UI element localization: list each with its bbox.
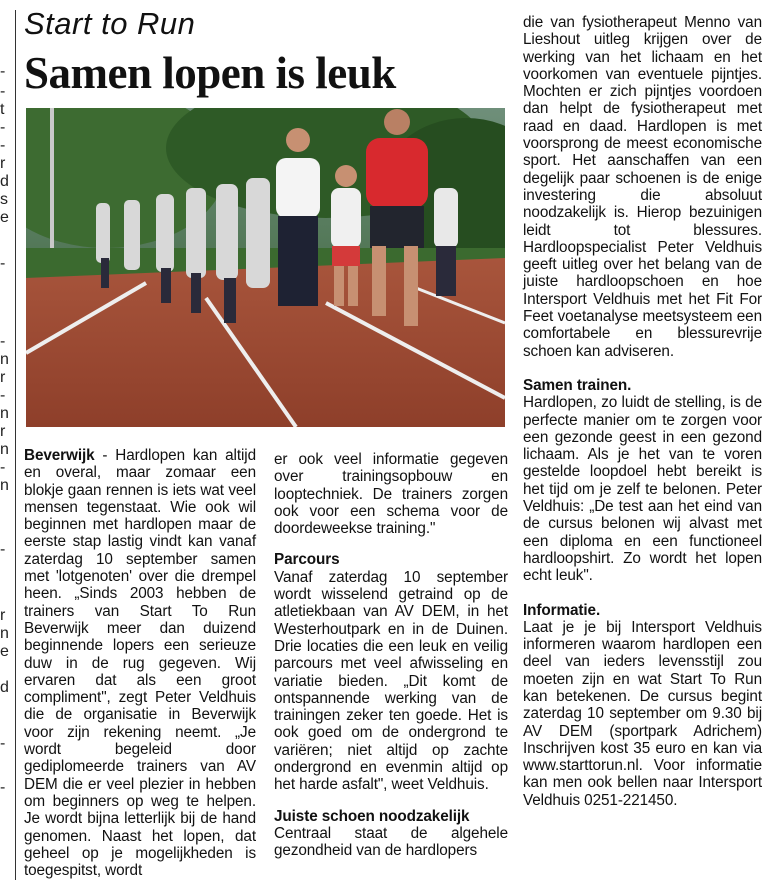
- adjacent-article-fragment: - - t - - r d s e - - n r - n r n - n - r n e d - -: [0, 63, 9, 796]
- body-paragraph: er ook veel informatie gegeven over trainingsopbouw en looptechniek. De trainers zorgen ook voor een schema voor de doordeweekse training.": [274, 451, 508, 538]
- article-headline: Samen lopen is leuk: [24, 48, 396, 98]
- body-paragraph: die van fysiotherapeut Menno van Lieshout uitleg krijgen over de werking van het lichaam en het voorkomen van eventuele pijntjes. Mochten er zich pijntjes voordoen dan helpt de fysiotherapeut met raad en daad. Hardlopen is met voorsprong de meest economische sport. Het aanschaffen van een degelijk paar schoenen is de enige investering die absoluut noodzakelijk is. Hierop bezuinigen leidt tot blessures. Hardloopspecialist Peter Veldhuis geeft uitleg over het belang van de juiste hardloopschoen en hoe Intersport Veldhuis met het Fit For Feet voetanalyse meetsysteem een comfortabele en blessurevrije schoen kan adviseren.: [523, 14, 762, 360]
- body-paragraph: Laat je je bij Intersport Veldhuis informeren waarom hardlopen een deel van ieders levensstijl zou moeten zijn en wat Start To Run kan betekenen. De cursus begint zaterdag 10 september om 9.30 bij AV DEM (sportpark Adrichem) Inschrijven kost 35 euro en kan via www.starttorun.nl. Voor informatie kan men ook bellen naar Intersport Veldhuis 0251-221450.: [523, 618, 762, 809]
- article-column-1: [24, 447, 256, 879]
- dateline: Beverwijk: [24, 447, 95, 464]
- subheading-parcours: Parcours: [274, 551, 340, 569]
- body-text: - Hardlopen kan altijd en overal, maar zomaar een blokje gaan rennen is iets wat veel mensen tegenstaat. Wie ook wil beginnen met hardlopen maar de eerste stap lastig vindt kan vanaf zaterdag 10 september samen met 'lotgenoten' over die drempel heen. „Sinds 2003 hebben de trainers van Start To Run Beverwijk meer dan duizend beginnende lopers een serieuze duw in de rug gegeven. Wij ervaren dat als een groot compliment", zegt Peter Veldhuis die de organisatie in Beverwijk voor zijn rekening neemt. „Je wordt begeleid door gediplomeerde trainers van AV DEM die er veel plezier in hebben om beginners op weg te helpen. Je wordt bijna letterlijk bij de hand genomen. Naast het lopen, dat geheel op je mogelijkheden is toegespitst, wordt: [24, 447, 256, 880]
- body-paragraph: Hardlopen, zo luidt de stelling, is de perfecte manier om te zorgen voor een gezonde geest in een gezond lichaam. Als je het van te voren gestelde loopdoel hebt bereikt is het tijd om je zelf te belonen. Peter Veldhuis: „De test aan het eind van de cursus belonen wij alvast met een diploma en een functioneel hardloopshirt. Zo wordt het lopen echt leuk".: [523, 394, 762, 585]
- article-kicker: Start to Run: [24, 6, 196, 41]
- body-paragraph: [24, 447, 256, 879]
- subheading-samen-trainen: Samen trainen.: [523, 376, 632, 394]
- body-paragraph: Centraal staat de algehele gezondheid van de hardlopers: [274, 824, 508, 860]
- body-paragraph: Vanaf zaterdag 10 september wordt wisselend getraind op de atletiekbaan van AV DEM, in het Westerhoutpark en in de Duinen. Drie locaties die een leuk en veilig parcours met veel afwisseling en variatie bieden. „Dit komt de ontspannende werking van de trainingen zeker ten goede. Het is ook goed om de ondergrond te variëren; niet altijd op zachte ondergrond en evenmin altijd op het harde asfalt", weet Veldhuis.: [274, 568, 508, 794]
- article-photo: [26, 108, 505, 427]
- article-column-3: [523, 14, 762, 809]
- subheading-informatie: Informatie.: [523, 601, 601, 619]
- article-column-2: [274, 451, 508, 860]
- column-rule: [15, 10, 16, 880]
- subheading-juiste-schoen: Juiste schoen noodzakelijk: [274, 807, 470, 825]
